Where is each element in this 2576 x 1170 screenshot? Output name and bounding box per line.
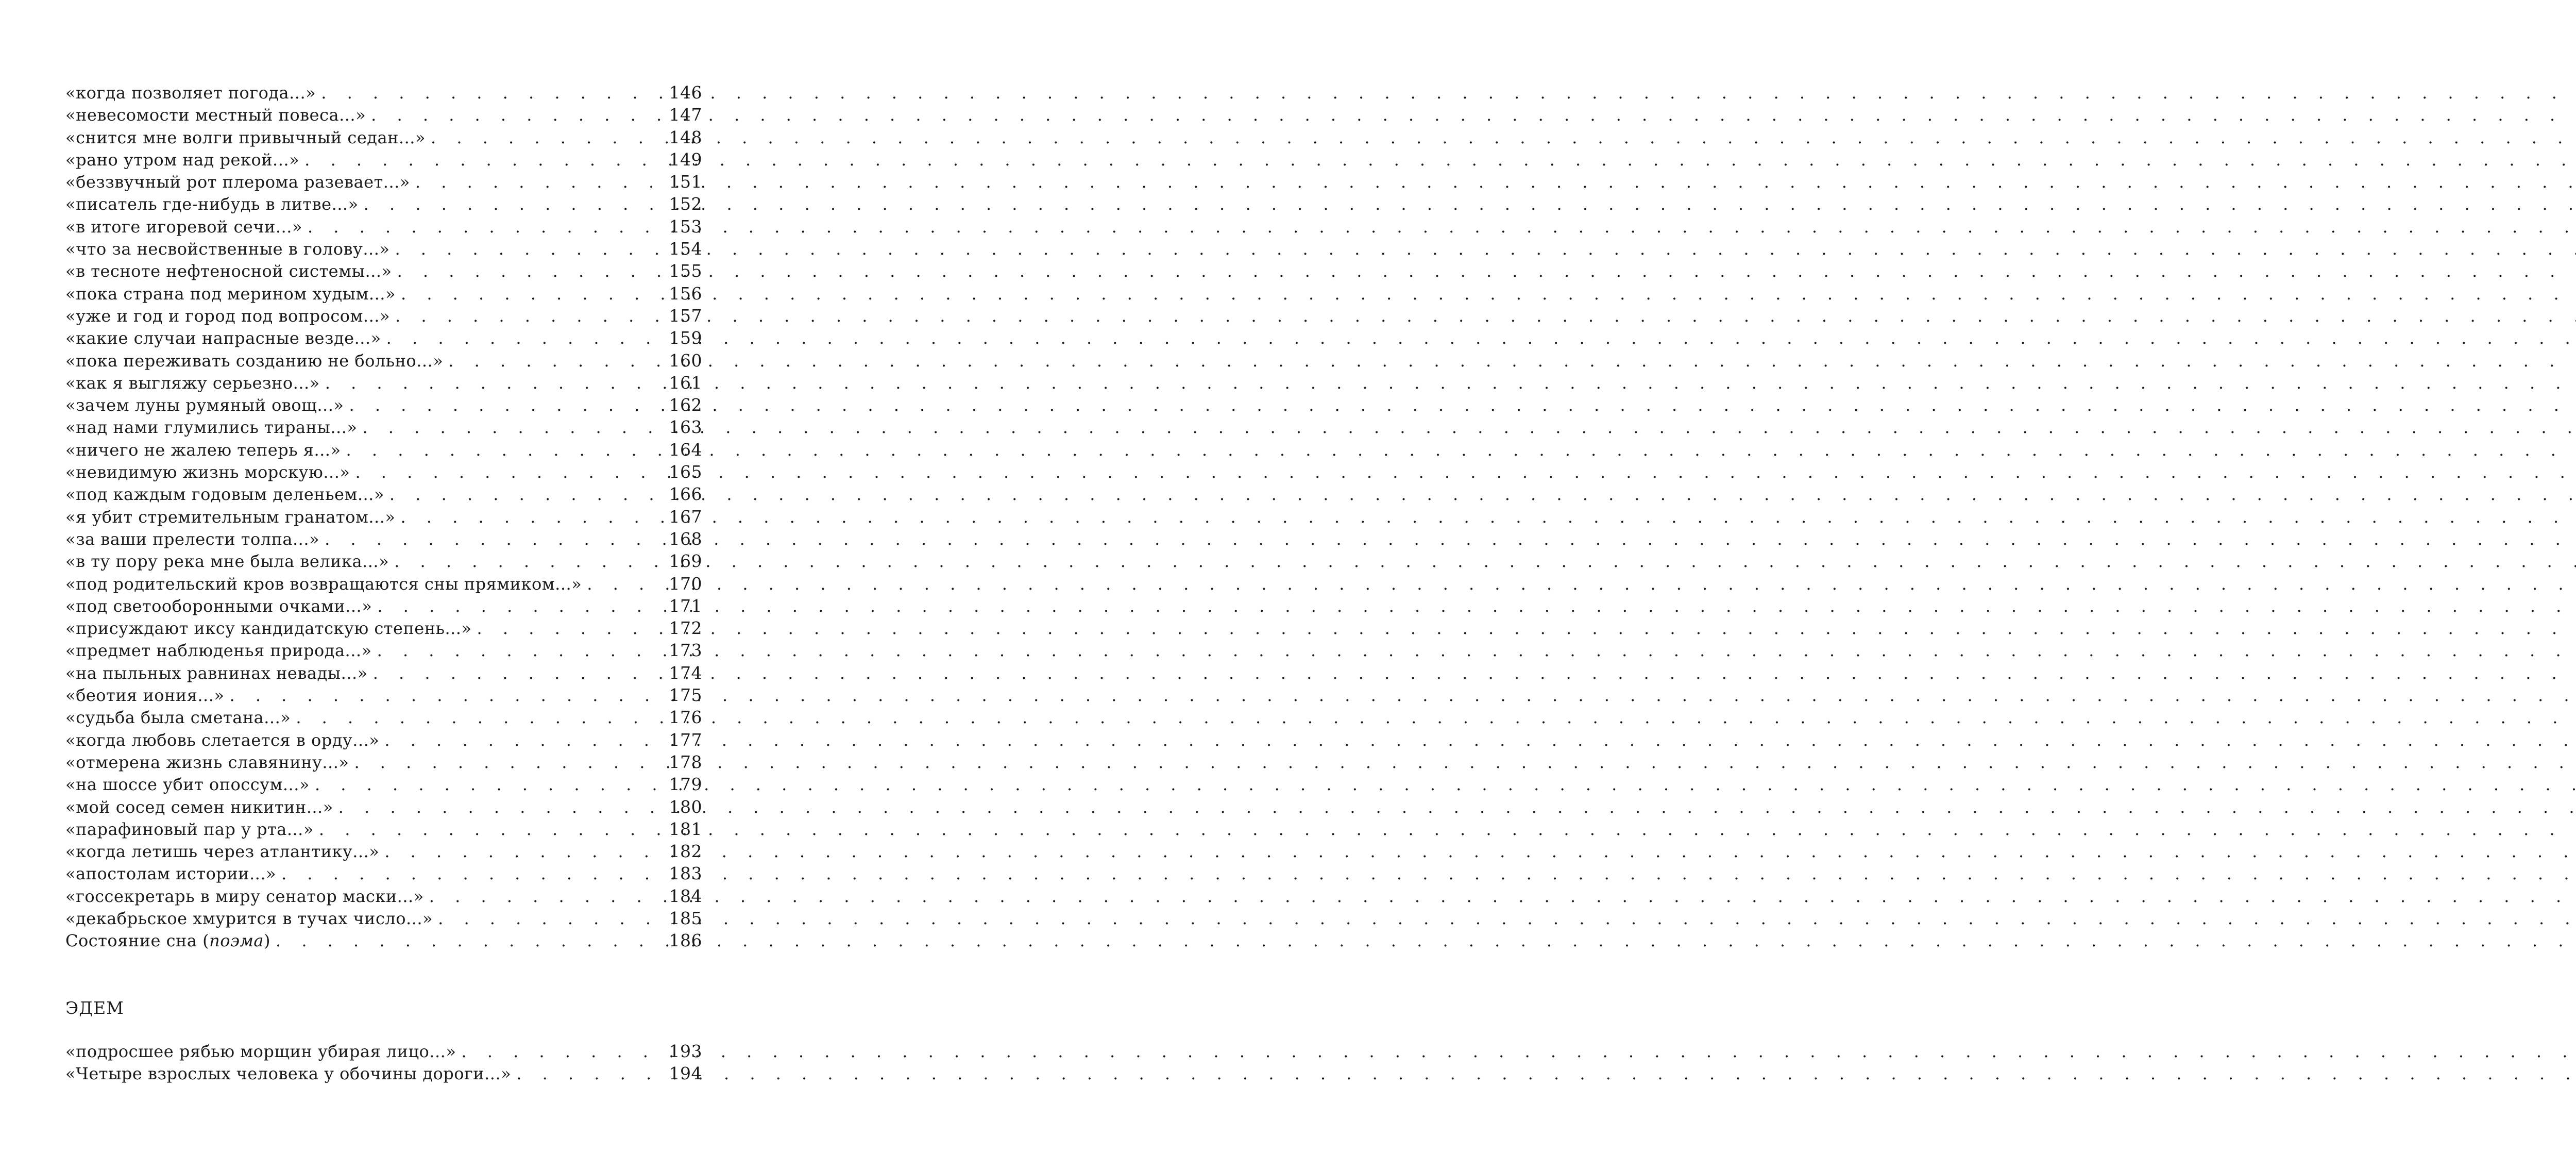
toc-entry[interactable] (65, 617, 702, 639)
toc-entry-page: 154 (669, 239, 702, 259)
toc-entry-page: 157 (669, 305, 702, 326)
toc-entry[interactable] (65, 862, 702, 884)
toc-entry-title: «снится мне волги привычный седан...» (65, 127, 426, 147)
dot-leader (384, 483, 643, 506)
toc-entry[interactable] (65, 1040, 702, 1062)
toc-entry[interactable] (65, 639, 702, 661)
toc-entry[interactable] (65, 729, 702, 751)
toc-entry[interactable] (65, 439, 702, 461)
toc-entry[interactable] (65, 796, 702, 818)
toc-entry[interactable] (65, 349, 702, 372)
toc-entry[interactable] (65, 706, 702, 728)
toc-entry-page: 165 (669, 462, 702, 482)
toc-entry[interactable] (65, 260, 702, 282)
toc-entry[interactable] (65, 282, 702, 305)
toc-entry[interactable] (65, 416, 702, 438)
toc-entry[interactable] (65, 885, 702, 907)
toc-entry-title: «пока переживать созданию не больно...» (65, 350, 444, 371)
dot-leader (410, 171, 643, 193)
toc-entry-title: «подросшее рябью морщин убирая лицо...» (65, 1042, 456, 1061)
toc-entry-title: «когда любовь слетается в орду...» (65, 730, 380, 750)
toc-entry-page: 171 (669, 595, 702, 616)
toc-entry-page: 162 (669, 395, 702, 415)
toc-entry-title: «ничего не жалею теперь я...» (65, 440, 341, 460)
toc-list (65, 81, 702, 952)
toc-entry-page: 167 (669, 506, 702, 527)
toc-entry-title: «судьба была сметана...» (65, 708, 291, 728)
toc-entry-title: «в ту пору река мне была велика...» (65, 551, 389, 572)
dot-leader (224, 684, 643, 707)
toc-entry[interactable] (65, 148, 702, 171)
dot-leader (320, 372, 643, 394)
dot-leader (276, 863, 643, 885)
toc-entry-title: Состояние сна (поэма) (65, 931, 270, 951)
dot-leader (395, 506, 643, 528)
dot-leader (426, 127, 643, 149)
toc-entry-page: 175 (669, 685, 702, 706)
toc-entry[interactable] (65, 550, 702, 572)
dot-leader (392, 260, 643, 282)
toc-entry-page: 152 (669, 194, 702, 214)
toc-entry-page: 178 (669, 751, 702, 772)
toc-entry-page: 166 (669, 484, 702, 505)
toc-entry[interactable] (65, 461, 702, 483)
dot-leader (357, 416, 643, 439)
toc-entry-title: «в тесноте нефтеносной системы...» (65, 261, 392, 281)
toc-entry-title: «за ваши прелести толпа...» (65, 529, 320, 549)
toc-entry-page: 164 (669, 439, 702, 460)
toc-entry[interactable] (65, 215, 702, 238)
section-heading: ЭДЕМ (65, 998, 124, 1018)
dot-leader (582, 573, 643, 595)
toc-entry[interactable] (65, 840, 702, 862)
toc-entry[interactable] (65, 394, 702, 416)
toc-entry-page: 155 (669, 261, 702, 281)
toc-entry-title: «рано утром над рекой...» (65, 149, 300, 170)
toc-entry-page: 180 (669, 796, 702, 817)
toc-entry-page: 170 (669, 573, 702, 594)
toc-entry[interactable] (65, 662, 702, 684)
toc-entry-page: 179 (669, 774, 702, 795)
dot-leader (424, 885, 643, 908)
dot-leader (379, 729, 643, 751)
dot-leader (341, 439, 643, 461)
toc-entry-title: «апостолам истории...» (65, 864, 277, 884)
toc-entry[interactable] (65, 171, 702, 193)
toc-entry-title: «на шоссе убит опоссум...» (65, 775, 310, 795)
dot-leader (472, 617, 643, 640)
toc-entry-page: 148 (669, 127, 702, 147)
toc-entry-title: «в итоге игоревой сечи...» (65, 216, 302, 237)
toc-entry[interactable] (65, 773, 702, 795)
dot-leader (314, 818, 643, 841)
dot-leader (299, 149, 643, 171)
toc-entry-page: 147 (669, 105, 702, 125)
toc-entry-title: «беззвучный рот плерома разевает...» (65, 172, 410, 192)
toc-entry-page: 185 (669, 908, 702, 928)
dot-leader (291, 707, 643, 729)
dot-leader (350, 461, 643, 483)
toc-entry[interactable] (65, 528, 702, 550)
toc-entry[interactable] (65, 1062, 702, 1084)
dot-leader (316, 82, 643, 104)
toc-entry-page: 183 (669, 863, 702, 884)
toc-entry-title: «когда позволяет погода...» (65, 83, 316, 103)
toc-entry-page: 177 (669, 729, 702, 750)
toc-entry-title: «предмет наблюденья природа...» (65, 641, 372, 661)
toc-entry-title: «как я выгляжу серьезно...» (65, 373, 320, 393)
toc-entry-title: «я убит стремительным гранатом...» (65, 507, 396, 527)
dot-leader (302, 216, 643, 238)
toc-entry-page: 153 (669, 216, 702, 237)
toc-entry-title: «мой сосед семен никитин...» (65, 797, 333, 817)
toc-entry-title: «писатель где-нибудь в литве...» (65, 194, 359, 214)
toc-entry-title: «зачем луны румяный овощ...» (65, 395, 344, 415)
toc-entry[interactable] (65, 81, 702, 104)
toc-entry-title: «отмерена жизнь славянину...» (65, 752, 349, 772)
toc-entry-page: 173 (669, 640, 702, 661)
toc-entry-title: «невесомости местный повеса...» (65, 105, 366, 125)
toc-entry-page: 186 (669, 930, 702, 951)
dot-leader (511, 1063, 643, 1085)
toc-entry[interactable] (65, 684, 702, 706)
toc-entry-title: «какие случаи напрасные везде...» (65, 328, 381, 348)
toc-entry-title: «что за несвойственные в голову...» (65, 239, 390, 259)
toc-entry-title: «уже и год и город под вопросом...» (65, 306, 391, 326)
toc-entry-title: «парафиновый пар у рта...» (65, 819, 314, 839)
toc-entry-page: 159 (669, 328, 702, 348)
toc-entry-title-text: Состояние сна (65, 931, 197, 951)
dot-leader (372, 640, 643, 662)
dot-leader (389, 238, 643, 260)
toc-entry-title: «присуждают иксу кандидатскую степень...» (65, 619, 472, 639)
toc-entry[interactable] (65, 751, 702, 773)
toc-entry-title: «когда летишь через атлантику...» (65, 842, 380, 862)
toc-entry-page: 160 (669, 350, 702, 371)
toc-entry[interactable] (65, 126, 702, 148)
toc-entry[interactable] (65, 907, 702, 929)
dot-leader (344, 394, 643, 416)
dot-leader (456, 1041, 643, 1063)
toc-entry[interactable] (65, 104, 702, 126)
toc-entry-title: «Четыре взрослых человека у обочины дороги...» (65, 1064, 512, 1084)
toc-entry-page: 156 (669, 283, 702, 304)
dot-leader (443, 350, 643, 372)
dot-leader (368, 662, 643, 684)
dot-leader (349, 751, 643, 774)
toc-entry[interactable] (65, 305, 702, 327)
toc-entry-title: «госсекретарь в миру сенатор маски...» (65, 886, 424, 906)
dot-leader (379, 841, 643, 863)
section-toc-list (65, 1040, 702, 1085)
toc-entry[interactable] (65, 327, 702, 349)
toc-entry-title: «под светооборонными очками...» (65, 596, 372, 616)
dot-leader (366, 104, 643, 126)
toc-entry-page: 174 (669, 662, 702, 683)
toc-entry-title: «под каждым годовым деленьем...» (65, 484, 384, 505)
dot-leader (359, 193, 643, 215)
toc-entry[interactable] (65, 193, 702, 215)
toc-entry-title: «пока страна под мерином худым...» (65, 283, 396, 304)
toc-entry-page: 161 (669, 372, 702, 393)
toc-entry[interactable] (65, 573, 702, 595)
dot-leader (372, 595, 643, 617)
toc-entry-page: 176 (669, 707, 702, 728)
toc-entry[interactable] (65, 372, 702, 394)
dot-leader (333, 796, 643, 818)
toc-entry-page: 168 (669, 528, 702, 549)
toc-entry-title: «под родительский кров возвращаются сны прямиком...» (65, 574, 582, 594)
toc-entry-page: 184 (669, 885, 702, 906)
toc-entry-note: поэма (209, 931, 264, 951)
toc-entry-page: 163 (669, 417, 702, 438)
dot-leader (433, 908, 643, 930)
toc-entry-page: 146 (669, 82, 702, 103)
toc-entry-page: 193 (669, 1041, 702, 1061)
toc-entry-page: 172 (669, 618, 702, 639)
dot-leader (396, 283, 643, 305)
dot-leader (390, 305, 643, 327)
toc-entry[interactable] (65, 818, 702, 840)
toc-entry-page: 149 (669, 149, 702, 170)
toc-entry[interactable] (65, 506, 702, 528)
toc-entry-title: «декабрьское хмурится в тучах число...» (65, 908, 433, 928)
toc-entry-title: «беотия иония...» (65, 686, 225, 706)
toc-entry-page: 151 (669, 172, 702, 192)
toc-entry[interactable] (65, 238, 702, 260)
toc-entry-page: 181 (669, 818, 702, 839)
toc-entry-page: 194 (669, 1063, 702, 1084)
toc-entry[interactable] (65, 483, 702, 505)
toc-entry-title: «на пыльных равнинах невады...» (65, 663, 368, 683)
toc-entry[interactable] (65, 595, 702, 617)
dot-leader (381, 327, 643, 349)
toc-entry-page: 169 (669, 551, 702, 572)
dot-leader (389, 550, 643, 573)
toc-entry[interactable] (65, 929, 702, 951)
dot-leader (319, 528, 643, 550)
toc-entry-page: 182 (669, 841, 702, 862)
toc-entry-title: «над нами глумились тираны...» (65, 417, 358, 438)
dot-leader (270, 930, 643, 952)
toc-entry-title: «невидимую жизнь морскую...» (65, 462, 350, 482)
dot-leader (310, 774, 643, 796)
